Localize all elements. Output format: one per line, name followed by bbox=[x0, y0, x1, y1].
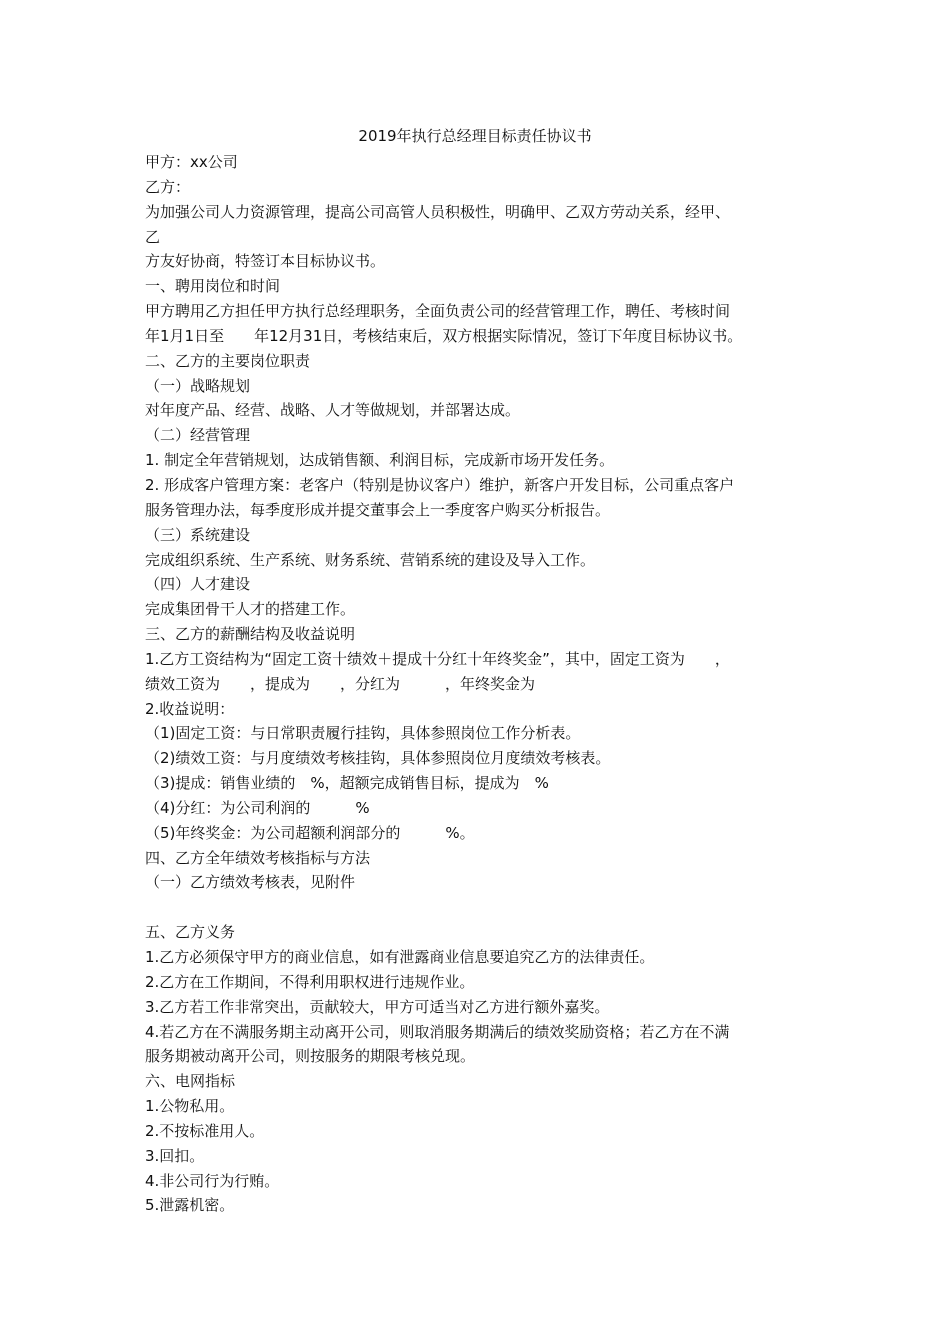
paragraph-line: 3.回扣。 bbox=[145, 1146, 205, 1165]
paragraph-line: 五、乙方义务 bbox=[145, 923, 236, 942]
paragraph-line: 5.泄露机密。 bbox=[145, 1196, 235, 1215]
paragraph-line: 甲方：xx公司 bbox=[145, 153, 238, 171]
paragraph-line: （一）乙方绩效考核表，见附件 bbox=[145, 873, 356, 892]
paragraph-line: 服务期被动离开公司，则按服务的期限考核兑现。 bbox=[145, 1047, 476, 1066]
paragraph-line: 二、乙方的主要岗位职责 bbox=[145, 351, 311, 370]
paragraph-line: 2.收益说明： bbox=[145, 699, 235, 718]
paragraph-line: 方友好协商，特签订本目标协议书。 bbox=[145, 252, 386, 271]
paragraph-line: 1.乙方工资结构为“固定工资十绩效＋提成十分红十年终奖金”，其中，固定工资为 ， bbox=[145, 649, 730, 668]
paragraph-line: （三）系统建设 bbox=[145, 525, 251, 544]
paragraph-line: 乙方： bbox=[145, 177, 191, 196]
paragraph-line: 2.乙方在工作期间，不得利用职权进行违规作业。 bbox=[145, 972, 475, 991]
paragraph-line: 年1月1日至 年12月31日，考核结束后，双方根据实际情况，签订下年度目标协议书。 bbox=[145, 326, 743, 345]
paragraph-line: 4.若乙方在不满服务期主动离开公司，则取消服务期满后的绩效奖励资格；若乙方在不满 bbox=[145, 1022, 730, 1041]
paragraph-line: 为加强公司人力资源管理，提高公司高管人员积极性，明确甲、乙双方劳动关系，经甲、 bbox=[145, 202, 731, 221]
paragraph-line: 六、电网指标 bbox=[145, 1072, 236, 1091]
paragraph-line: 2.不按标准用人。 bbox=[145, 1121, 265, 1140]
paragraph-line: （2)绩效工资：与月度绩效考核挂钩，具体参照岗位月度绩效考核表。 bbox=[145, 749, 611, 768]
paragraph-line: （3)提成：销售业绩的 %，超额完成销售目标，提成为 % bbox=[145, 774, 549, 793]
paragraph-line: 完成组织系统、生产系统、财务系统、营销系统的建设及导入工作。 bbox=[145, 550, 596, 569]
paragraph-line: 绩效工资为 ，提成为 ，分红为 ，年终奖金为 bbox=[145, 674, 536, 693]
paragraph-line: 1.公物私用。 bbox=[145, 1097, 235, 1116]
paragraph-line: （4)分红：为公司利润的 % bbox=[145, 798, 370, 817]
paragraph-line: （二）经营管理 bbox=[145, 426, 251, 445]
paragraph-line: 4.非公司行为行贿。 bbox=[145, 1171, 280, 1190]
blank-line bbox=[145, 895, 825, 920]
paragraph-line: （5)年终奖金：为公司超额利润部分的 %。 bbox=[145, 823, 475, 842]
paragraph-line: （一）战略规划 bbox=[145, 376, 251, 395]
paragraph-line: 甲方聘用乙方担任甲方执行总经理职务，全面负责公司的经营管理工作，聘任、考核时间 bbox=[145, 302, 731, 321]
document-title: 2019年执行总经理目标责任协议书 bbox=[358, 127, 592, 145]
paragraph-line: 1. 制定全年营销规划，达成销售额、利润目标，完成新市场开发任务。 bbox=[145, 451, 615, 470]
paragraph-line: 完成集团骨干人才的搭建工作。 bbox=[145, 600, 356, 619]
paragraph-line: 1.乙方必须保守甲方的商业信息，如有泄露商业信息要追究乙方的法律责任。 bbox=[145, 948, 655, 966]
paragraph-line: （1)固定工资：与日常职责履行挂钩，具体参照岗位工作分析表。 bbox=[145, 724, 581, 743]
paragraph-line: 2. 形成客户管理方案：老客户（特别是协议客户）维护，新客户开发目标，公司重点客户 bbox=[145, 475, 735, 494]
paragraph-line: 乙 bbox=[145, 227, 161, 246]
paragraph-line: 3.乙方若工作非常突出，贡献较大，甲方可适当对乙方进行额外嘉奖。 bbox=[145, 997, 610, 1016]
document-body bbox=[145, 150, 825, 1218]
paragraph-line: 三、乙方的薪酬结构及收益说明 bbox=[145, 625, 356, 644]
paragraph-line: 四、乙方全年绩效考核指标与方法 bbox=[145, 848, 371, 867]
paragraph-line: 一、聘用岗位和时间 bbox=[145, 277, 281, 296]
paragraph-line: 对年度产品、经营、战略、人才等做规划，并部署达成。 bbox=[145, 401, 521, 420]
paragraph-line: （四）人才建设 bbox=[145, 575, 251, 594]
paragraph-line: 服务管理办法，每季度形成并提交董事会上一季度客户购买分析报告。 bbox=[145, 500, 611, 519]
